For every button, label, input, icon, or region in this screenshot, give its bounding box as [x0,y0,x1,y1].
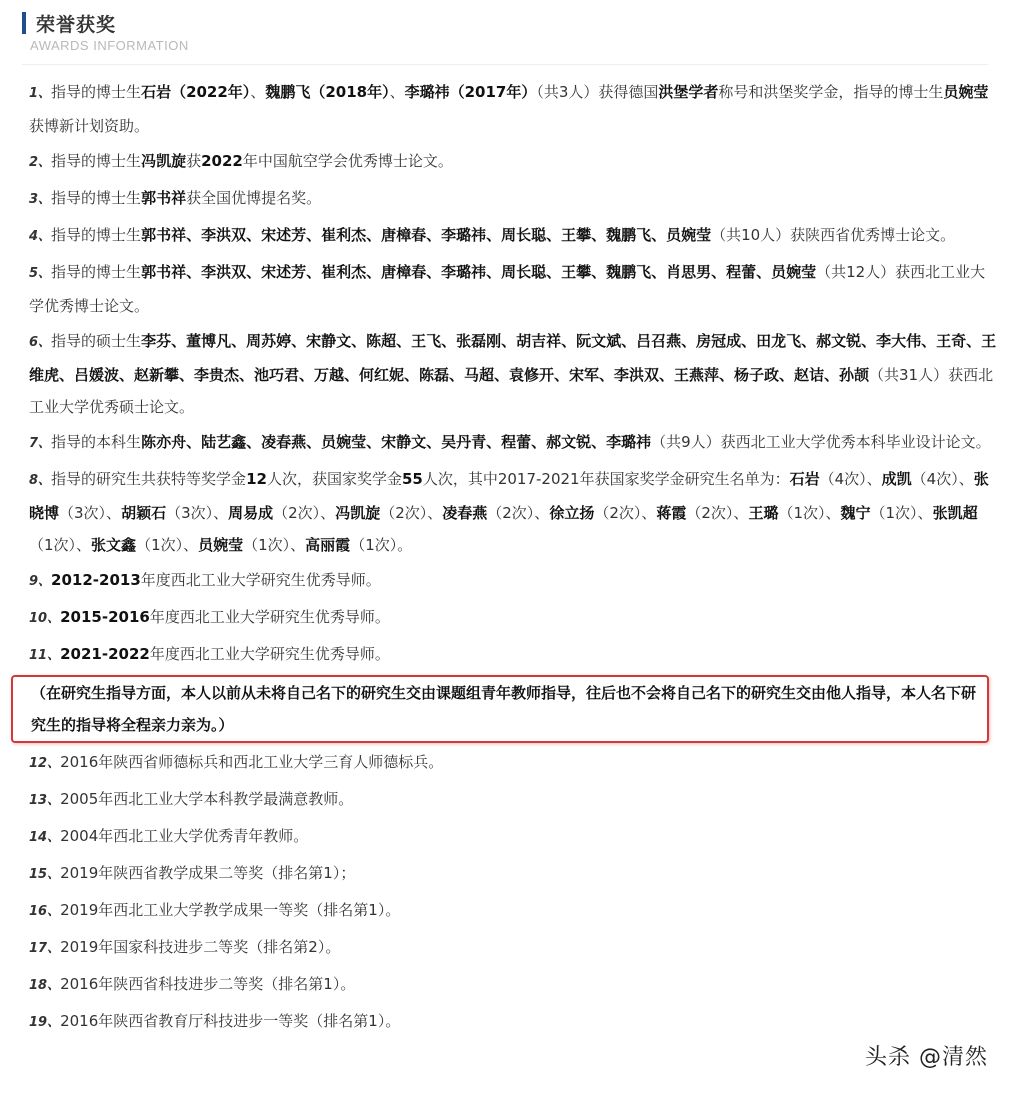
award-text: （1次）、 [778,504,841,522]
award-number: 4、 [29,229,52,244]
award-highlight: 魏宁 [840,504,871,522]
section-title: 荣誉获奖 [36,13,117,36]
award-item [29,820,997,854]
award-number: 1、 [29,86,52,101]
award-highlight: 2021-2022 [60,645,150,663]
award-item [29,463,997,561]
award-text: （4次）、 [911,470,974,488]
award-text: （共9人）获西北工业大学优秀本科毕业设计论文。 [651,433,991,451]
award-text: 、 [389,83,405,101]
award-item [29,857,997,891]
award-item [29,256,997,322]
award-number: 19、 [29,1015,61,1030]
award-highlight: 12 [246,470,267,488]
award-highlight: 2012-2013 [51,571,141,589]
award-number: 13、 [29,793,61,808]
award-item [29,931,997,965]
award-text: 指导的博士生 [51,263,142,281]
award-highlight: 魏鹏飞（2018年） [265,83,390,101]
section-subtitle: AWARDS INFORMATION [30,38,189,53]
award-item [29,219,997,253]
award-highlight: 冯凯旋 [335,504,381,522]
award-highlight: 张晓博 [29,470,989,522]
award-text: 年中国航空学会优秀博士论文。 [242,152,453,170]
award-text: （2次）、 [594,504,657,522]
award-number: 9、 [29,574,52,589]
award-highlight: 陈亦舟、陆艺鑫、凌春燕、员婉莹、宋静文、吴丹青、程蕾、郝文锐、李璐祎 [141,433,652,451]
award-highlight: 郭书祥、李洪双、宋述芳、崔利杰、唐樟春、李璐祎、周长聪、王攀、魏鹏飞、肖思男、程蕾、员婉莹 [141,263,817,281]
award-highlight: 张文鑫 [91,536,137,554]
award-text: 2016年陕西省科技进步二等奖（排名第1）。 [60,975,356,993]
award-text: （2次）、 [380,504,443,522]
award-text: （1次）。 [350,536,413,554]
awards-list [29,76,997,1042]
award-item [29,601,997,635]
award-highlight: 周易成 [228,504,274,522]
award-highlight: 2022 [201,152,243,170]
award-text: 指导的硕士生 [51,332,142,350]
award-number: 11、 [29,648,61,663]
award-text: 获全国优博提名奖。 [186,189,322,207]
award-text: （共10人）获陕西省优秀博士论文。 [711,226,956,244]
award-text: 指导的博士生 [51,152,142,170]
award-item [29,145,997,179]
award-text: 称号和洪堡奖学金，指导的博士生 [718,83,944,101]
award-text: 2004年西北工业大学优秀青年教师。 [60,827,309,845]
award-highlight: 员婉莹 [943,83,989,101]
award-highlight: 张凯超 [932,504,978,522]
award-number: 6、 [29,335,52,350]
award-text: （2次）、 [487,504,550,522]
section-header [22,8,189,53]
award-text: 2019年西北工业大学教学成果一等奖（排名第1）。 [60,901,401,919]
award-text: 2019年国家科技进步二等奖（排名第2）。 [60,938,341,956]
award-text: 年度西北工业大学研究生优秀导师。 [149,608,390,626]
award-text: （1次）、 [136,536,199,554]
award-highlight: 李璐祎（2017年） [404,83,537,101]
award-text: 2005年西北工业大学本科教学最满意教师。 [60,790,354,808]
award-item [29,746,997,780]
award-number: 14、 [29,830,61,845]
award-highlight: 2015-2016 [60,608,150,626]
award-item [29,1005,997,1039]
award-highlight: 王璐 [748,504,779,522]
award-text: 指导的博士生 [51,83,142,101]
award-text: 年度西北工业大学研究生优秀导师。 [149,645,390,663]
award-text: 获博新计划资助。 [29,117,150,135]
award-text: （1次）、 [29,536,92,554]
award-number: 3、 [29,192,52,207]
award-text: 指导的本科生 [51,433,142,451]
award-text: 、 [250,83,266,101]
award-item [29,894,997,928]
award-highlight: 成凯 [881,470,912,488]
award-item [29,564,997,598]
award-highlight: 石岩 [789,470,820,488]
award-text: （1次）、 [243,536,306,554]
award-item [29,638,997,672]
award-number: 15、 [29,867,61,882]
award-item [29,783,997,817]
award-text: （2次）、 [686,504,749,522]
award-highlight: 55 [401,470,423,488]
award-number: 2、 [29,155,52,170]
award-text: 人次，其中2017-2021年获国家奖学金研究生名单为： [422,470,790,488]
award-highlight: 蒋霞 [656,504,687,522]
award-text: （2次）、 [273,504,336,522]
award-highlight: 洪堡学者 [658,83,719,101]
award-number: 7、 [29,436,52,451]
award-highlight: 郭书祥、李洪双、宋述芳、崔利杰、唐樟春、李璐祎、周长聪、王攀、魏鹏飞、员婉莹 [141,226,712,244]
award-highlight: 徐立扬 [549,504,595,522]
award-highlight: 高丽霞 [305,536,351,554]
watermark: 头杀 @清然 [865,1045,988,1070]
award-text: （3次）、 [59,504,122,522]
award-item [29,76,997,142]
award-text: （1次）、 [870,504,933,522]
highlighted-note: （在研究生指导方面，本人以前从未将自己名下的研究生交由课题组青年教师指导，往后也不会将自己名下的研究生交由他人指导，本人名下研究生的指导将全程亲力亲为。） [11,675,989,743]
award-highlight: 凌春燕 [442,504,488,522]
award-number: 5、 [29,266,52,281]
award-text: 2016年陕西省师德标兵和西北工业大学三育人师德标兵。 [60,753,444,771]
award-highlight: 冯凯旋 [141,152,187,170]
award-highlight: 石岩（2022年） [141,83,251,101]
award-number: 18、 [29,978,61,993]
award-number: 17、 [29,941,61,956]
accent-bar [22,12,26,34]
award-highlight: 李芬、董博凡、周苏婷、宋静文、陈超、王飞、张磊刚、胡吉祥、阮文斌、吕召燕、房冠成、田龙飞、郝文锐、李大伟、王奇、王维虎、吕媛波、赵新攀、李贵杰、池巧君、万越、何红妮、陈磊、马超、袁修开、宋军、李洪双、王燕萍、杨子政、赵诘、孙颉 [29,332,997,384]
award-text: 指导的博士生 [51,189,142,207]
award-text: （3次）、 [166,504,229,522]
award-text: （共3人）获得德国 [536,83,659,101]
award-number: 12、 [29,756,61,771]
award-number: 10、 [29,611,61,626]
award-text: （共12人）获西北工业大学优秀博士论文。 [29,263,986,315]
award-text: （共31人）获西北工业大学优秀硕士论文。 [29,366,994,416]
award-text: 人次，获国家奖学金 [266,470,402,488]
award-text: 指导的研究生共获特等奖学金 [51,470,247,488]
award-text: （4次）、 [819,470,882,488]
award-text: 2019年陕西省教学成果二等奖（排名第1）； [60,864,356,882]
award-item [29,426,997,460]
header-divider [22,64,988,65]
award-text: 获 [186,152,202,170]
award-item [29,182,997,216]
award-text: 2016年陕西省教育厅科技进步一等奖（排名第1）。 [60,1012,401,1030]
award-item [29,325,997,423]
award-number: 16、 [29,904,61,919]
title-row [22,8,189,38]
award-number: 8、 [29,473,52,488]
award-highlight: 胡颖石 [121,504,167,522]
award-text: 指导的博士生 [51,226,142,244]
award-item [29,968,997,1002]
award-highlight: 员婉莹 [198,536,244,554]
award-highlight: 郭书祥 [141,189,187,207]
award-text: 年度西北工业大学研究生优秀导师。 [140,571,381,589]
